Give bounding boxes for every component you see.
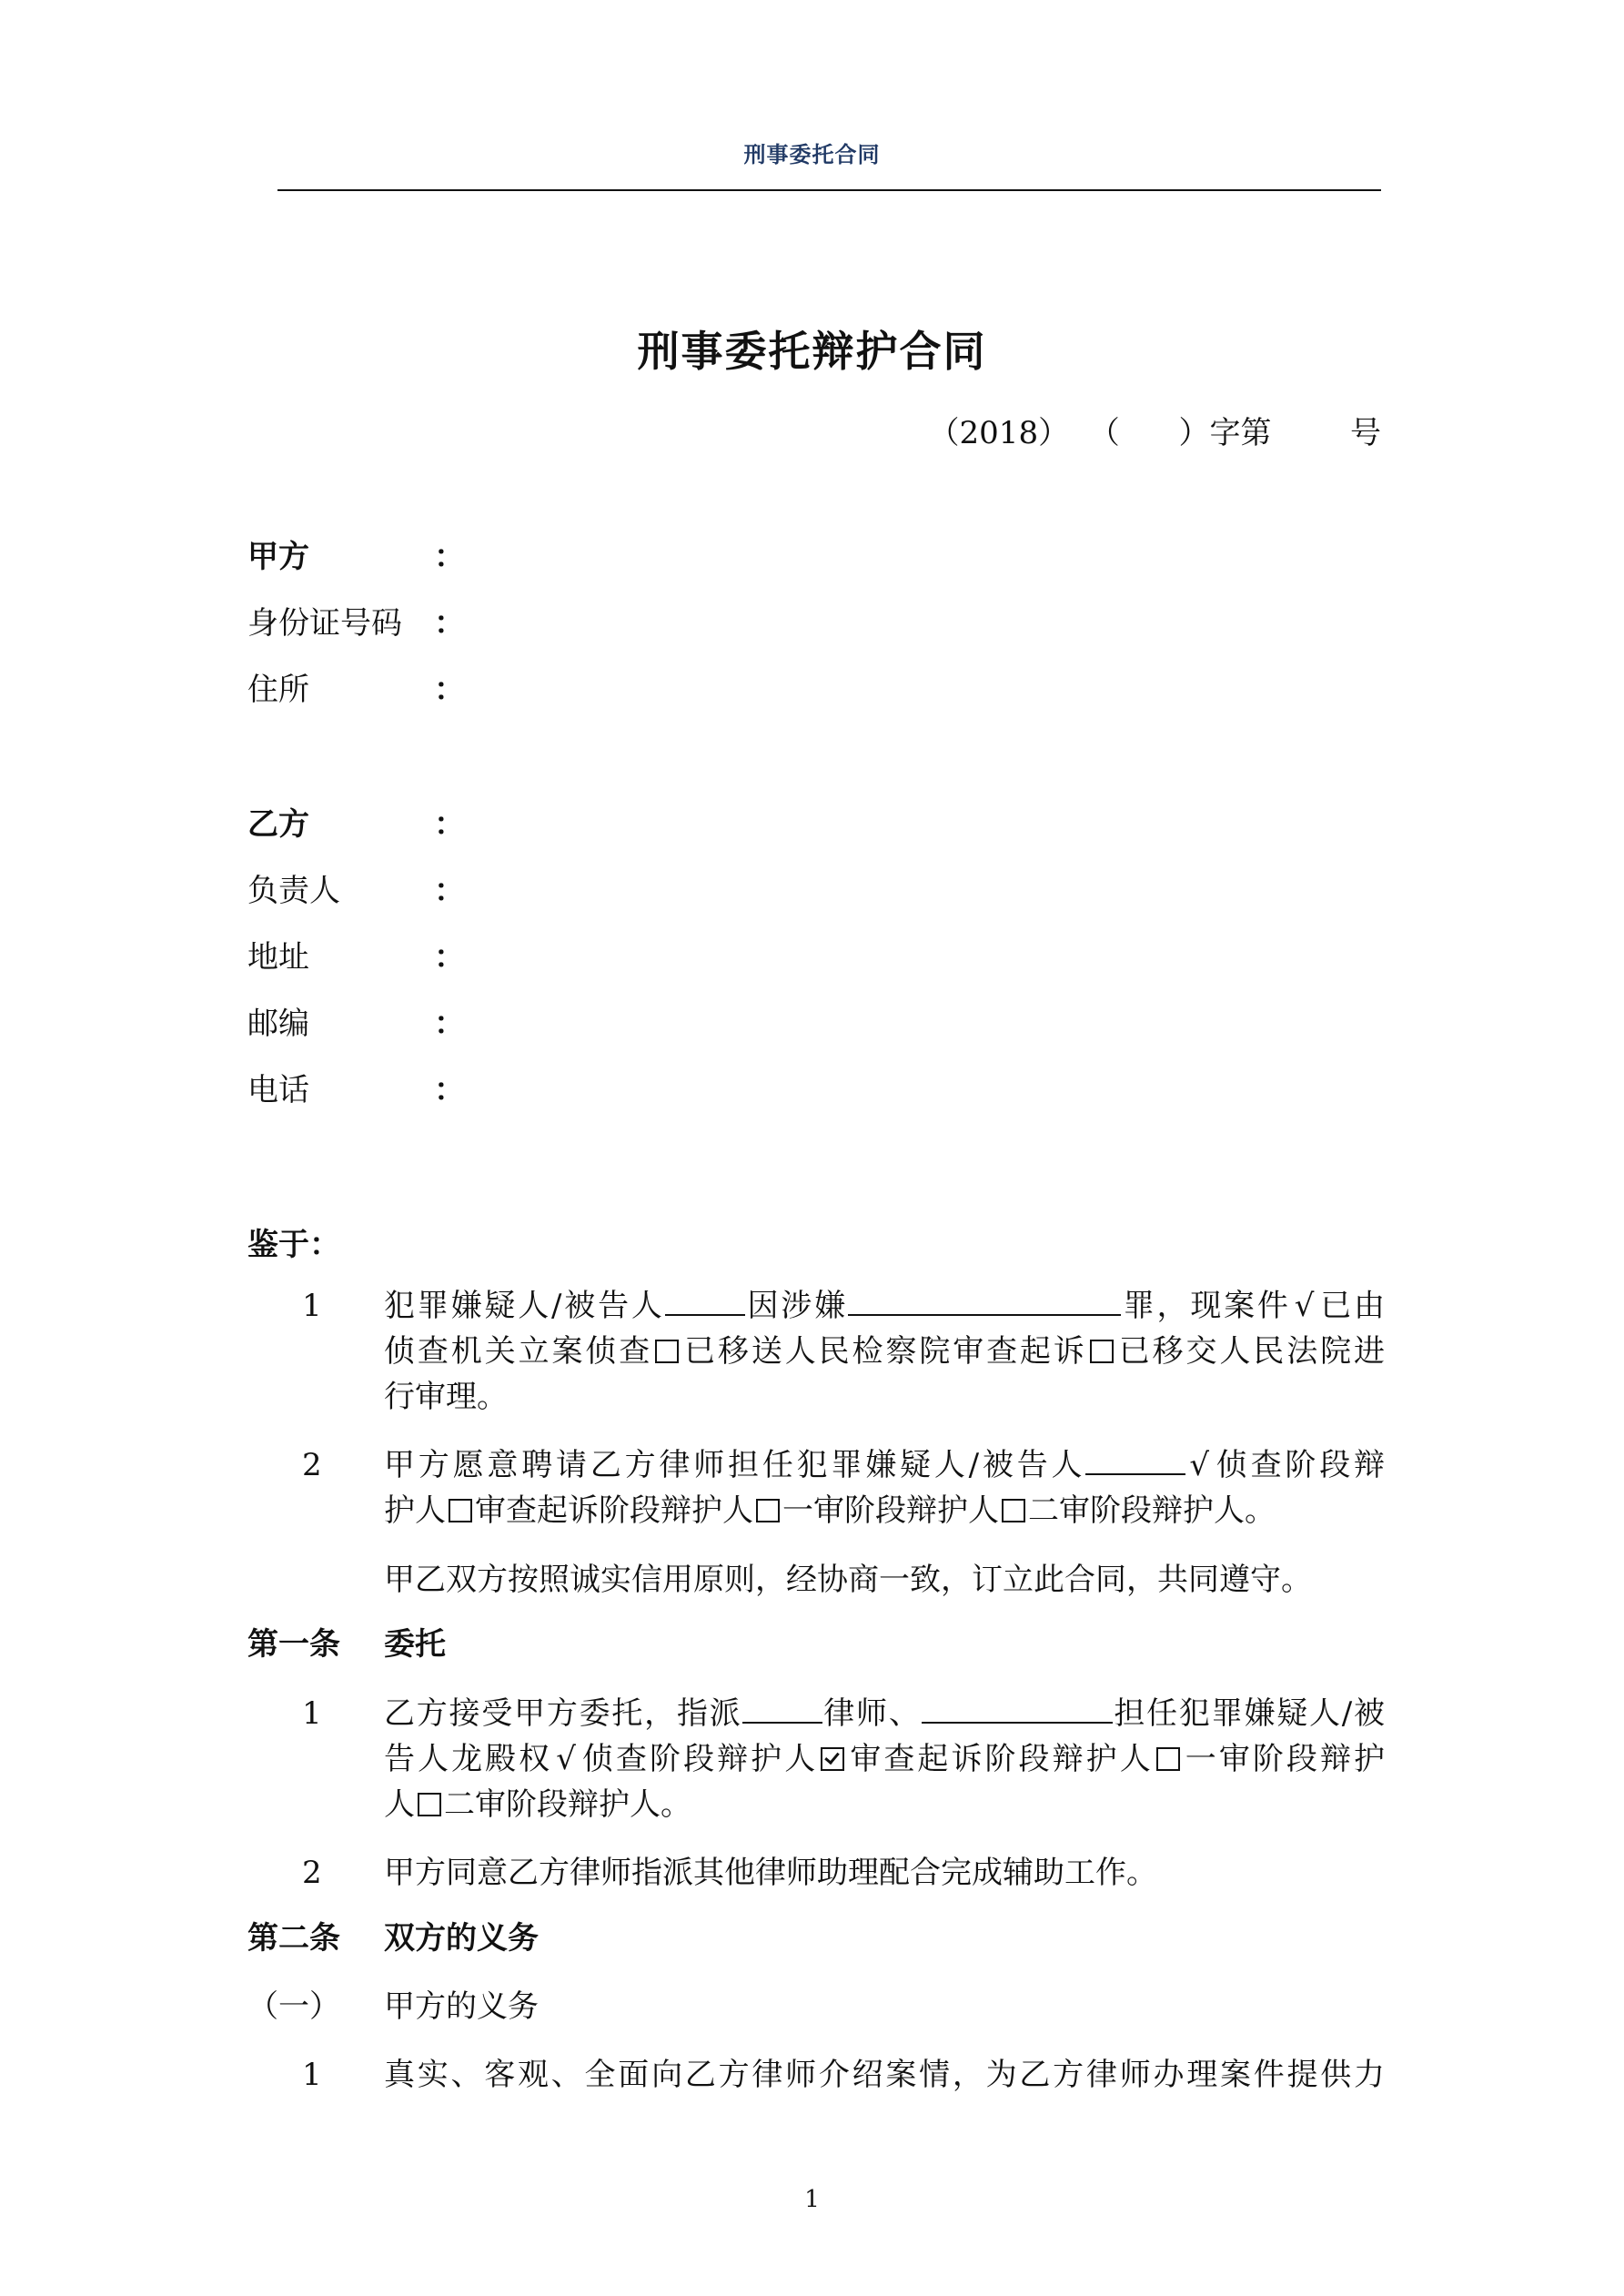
party-b-address-label: 地址 xyxy=(247,939,309,976)
checkbox-icon[interactable] xyxy=(418,1793,441,1816)
whereas-item-2-line-2 xyxy=(384,1488,1385,1533)
party-b-phone-colon: ： xyxy=(434,1072,465,1108)
party-b-principal-colon: ： xyxy=(434,873,465,909)
party-b-address-row xyxy=(247,937,465,977)
checkbox-icon[interactable] xyxy=(1156,1747,1180,1771)
text-segment: 告人龙殿权 xyxy=(384,1741,553,1777)
fill-blank[interactable] xyxy=(922,1691,1113,1724)
party-b-colon: ： xyxy=(434,806,465,843)
text-segment: 已移送人民检察院审查起诉 xyxy=(681,1333,1087,1370)
party-a-id-row xyxy=(247,603,465,643)
party-b-postcode-row xyxy=(247,1004,465,1044)
text-segment: 侦查阶段辩护人 xyxy=(579,1741,819,1777)
party-b-principal-label: 负责人 xyxy=(247,873,340,909)
party-a-label: 甲方 xyxy=(247,539,309,575)
party-b-phone-row xyxy=(247,1070,465,1110)
fill-blank[interactable] xyxy=(848,1283,1121,1316)
text-segment: 审查起诉阶段辩护人 xyxy=(847,1741,1154,1777)
party-b-principal-row xyxy=(247,871,465,911)
page-number: 1 xyxy=(804,2186,820,2213)
article-2-number: 第二条 xyxy=(247,1920,340,1957)
party-a-address-label: 住所 xyxy=(247,672,309,708)
whereas-item-1-index: 1 xyxy=(302,1288,322,1324)
text-segment: 一审阶段辩护人 xyxy=(782,1492,999,1529)
checked-checkbox-icon[interactable] xyxy=(821,1747,844,1771)
whereas-closing-text: 甲乙双方按照诚实信用原则，经协商一致，订立此合同，共同遵守。 xyxy=(384,1562,1312,1598)
article-1-item-1-line-2 xyxy=(384,1736,1385,1782)
article-2-subsection-1-title: 甲方的义务 xyxy=(384,1988,539,2025)
text-segment: 乙方接受甲方委托，指派 xyxy=(384,1695,742,1732)
text-segment: 二审阶段辩护人。 xyxy=(1028,1492,1276,1529)
text-segment: 一审阶段辩护 xyxy=(1182,1741,1386,1777)
party-b-phone-label: 电话 xyxy=(247,1072,309,1108)
article-2-heading xyxy=(247,1918,539,1958)
article-2-name: 双方的义务 xyxy=(384,1920,539,1957)
article-1-item-1-index: 1 xyxy=(302,1695,322,1732)
checkbox-icon[interactable] xyxy=(449,1499,472,1522)
fill-blank[interactable] xyxy=(1085,1442,1185,1475)
text-segment: 侦查机关立案侦查 xyxy=(384,1333,653,1370)
article-1-item-2-text: 甲方同意乙方律师指派其他律师助理配合完成辅助工作。 xyxy=(384,1855,1157,1891)
fill-blank[interactable] xyxy=(742,1691,822,1724)
article-2-item-1-text: 真实、客观、全面向乙方律师介绍案情，为乙方律师办理案件提供力 xyxy=(384,2057,1385,2093)
text-segment: 护人 xyxy=(384,1492,446,1529)
party-a-address-colon: ： xyxy=(434,672,465,708)
check-mark-icon: √ xyxy=(1189,1447,1209,1483)
check-mark-icon: √ xyxy=(556,1741,576,1777)
whereas-item-2-index: 2 xyxy=(302,1447,322,1483)
party-b-postcode-label: 邮编 xyxy=(247,1006,309,1042)
check-mark-icon: √ xyxy=(1294,1288,1315,1324)
checkbox-icon[interactable] xyxy=(1090,1340,1114,1363)
whereas-heading: 鉴于： xyxy=(247,1227,340,1263)
text-segment: 人 xyxy=(384,1786,415,1823)
text-segment: 二审阶段辩护人。 xyxy=(444,1786,691,1823)
party-a-id-label: 身份证号码 xyxy=(247,605,402,642)
article-2-item-1-index: 1 xyxy=(302,2057,322,2093)
document-title: 刑事委托辩护合同 xyxy=(637,327,987,376)
party-b-row xyxy=(247,804,465,845)
checkbox-icon[interactable] xyxy=(655,1340,679,1363)
party-a-row xyxy=(247,537,465,577)
whereas-item-1-line-1 xyxy=(384,1283,1385,1329)
text-segment: 审查起诉阶段辩护人 xyxy=(475,1492,753,1529)
whereas-item-1-line-2 xyxy=(384,1329,1385,1374)
party-b-address-colon: ： xyxy=(434,939,465,976)
article-1-name: 委托 xyxy=(384,1626,446,1663)
party-b-label: 乙方 xyxy=(247,806,309,843)
party-b-postcode-colon: ： xyxy=(434,1006,465,1042)
whereas-item-2-line-1 xyxy=(384,1442,1385,1488)
text-segment: 因涉嫌 xyxy=(744,1288,848,1324)
header-divider xyxy=(277,189,1381,191)
text-segment: 犯罪嫌疑人/被告人 xyxy=(384,1288,665,1324)
text-segment: 律师、 xyxy=(822,1695,922,1732)
running-header: 刑事委托合同 xyxy=(743,142,881,167)
text-segment: 甲方愿意聘请乙方律师担任犯罪嫌疑人/被告人 xyxy=(384,1447,1086,1483)
checkbox-icon[interactable] xyxy=(1002,1499,1025,1522)
article-1-heading xyxy=(247,1624,446,1664)
document-number: （2018） （ ）字第 号 xyxy=(928,415,1381,451)
checkbox-icon[interactable] xyxy=(756,1499,780,1522)
article-1-item-1-line-1 xyxy=(384,1691,1385,1736)
party-a-id-colon: ： xyxy=(434,605,465,642)
whereas-item-1-line-3: 行审理。 xyxy=(384,1379,508,1415)
party-a-address-row xyxy=(247,670,465,710)
text-segment: 担任犯罪嫌疑人/被 xyxy=(1112,1695,1385,1732)
party-a-colon: ： xyxy=(434,539,465,575)
text-segment: 已移交人民法院进 xyxy=(1115,1333,1386,1370)
fill-blank[interactable] xyxy=(665,1283,745,1316)
article-2-subsection-1-index: （一） xyxy=(247,1988,340,2025)
article-1-item-2-index: 2 xyxy=(302,1855,322,1891)
article-1-item-1-line-3 xyxy=(384,1782,1385,1827)
text-segment: 罪，现案件 xyxy=(1120,1288,1291,1324)
text-segment: 已由 xyxy=(1317,1288,1386,1324)
text-segment: 侦查阶段辩 xyxy=(1212,1447,1385,1483)
article-1-number: 第一条 xyxy=(247,1626,340,1663)
